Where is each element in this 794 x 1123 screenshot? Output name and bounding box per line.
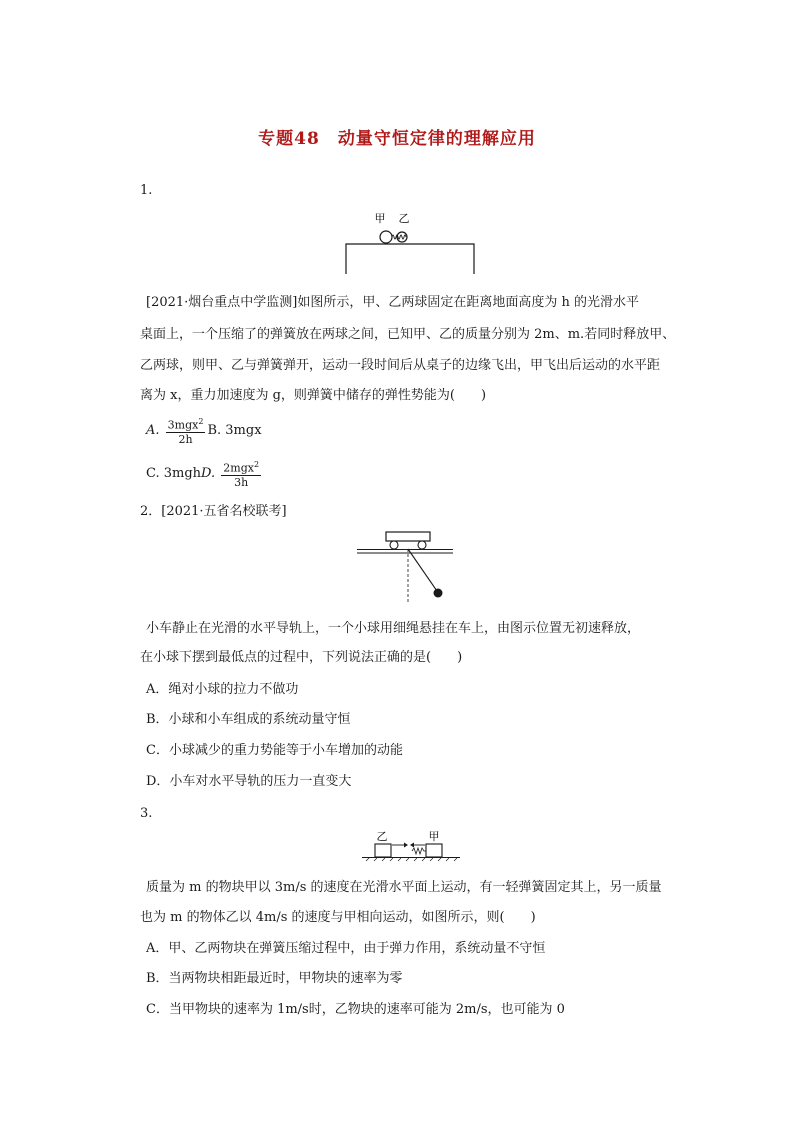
- q2-string: [408, 549, 437, 591]
- q1-options-cd: [146, 458, 263, 489]
- q3-block-yi: [375, 844, 391, 857]
- q2-wheel: [418, 541, 426, 549]
- q3-option: B．当两物块相距最近时，甲物块的速率为零: [146, 971, 403, 986]
- q2-wheel: [390, 541, 398, 549]
- q1-option-a-denominator: 2h: [178, 432, 193, 446]
- superscript: 2: [198, 417, 204, 426]
- q1-option-c: C. 3mgh: [146, 465, 202, 481]
- q2-option: A．绳对小球的拉力不做功: [146, 682, 299, 697]
- q1-ball-jia: [380, 231, 392, 243]
- q1-option-b: B. 3mgx: [207, 422, 262, 438]
- q1-options-ab: [146, 415, 262, 446]
- q3-block-jia: [426, 844, 442, 857]
- q3-spring: [412, 848, 426, 854]
- q1-option-a-numerator: 3mgx: [167, 418, 199, 432]
- q1-option-d-denominator: 3h: [234, 475, 249, 489]
- q2-header: 2．[2021·五省名校联考]: [140, 504, 287, 519]
- q3-arrow-jia-head: [410, 843, 414, 848]
- q1-option-d-numerator: 2mgx: [223, 461, 254, 475]
- q1-table: [346, 244, 474, 274]
- q1-option-d-fraction: [221, 458, 261, 489]
- q1-text-line: 桌面上，一个压缩了的弹簧放在两球之间，已知甲、乙的质量分别为 2m、m.若同时释放甲、: [140, 327, 676, 342]
- q3-option: A．甲、乙两物块在弹簧压缩过程中，由于弹力作用，系统动量不守恒: [146, 941, 546, 956]
- q1-label-jia: 甲: [374, 212, 386, 225]
- q3-label-yi: 乙: [376, 830, 388, 843]
- q3-option: C．当甲物块的速率为 1m/s时，乙物块的速率可能为 2m/s，也可能为 0: [146, 1002, 565, 1017]
- q2-option: D．小车对水平导轨的压力一直变大: [146, 774, 352, 789]
- q3-text-line: 也为 m 的物体乙以 4m/s 的速度与甲相向运动，如图所示，则( ): [140, 910, 536, 925]
- q3-ground-hatch: [366, 858, 457, 861]
- q3-arrow-yi-head: [404, 843, 408, 848]
- q2-option: C．小球减少的重力势能等于小车增加的动能: [146, 743, 403, 758]
- q2-text-line: 小车静止在光滑的水平导轨上，一个小球用细绳悬挂在车上，由图示位置无初速释放，: [146, 621, 641, 636]
- q3-number: 3.: [140, 806, 153, 821]
- q2-cart: [386, 532, 430, 541]
- q1-option-d-letter: D.: [201, 465, 216, 481]
- page-title: 专题48 动量守恒定律的理解应用: [258, 129, 536, 149]
- q2-figure: [357, 530, 457, 606]
- q1-label-yi: 乙: [398, 212, 410, 225]
- q2-ball: [434, 589, 443, 598]
- q2-text-line: 在小球下摆到最低点的过程中，下列说法正确的是( ): [140, 650, 463, 665]
- q1-number: 1.: [140, 183, 153, 198]
- q2-option: B．小球和小车组成的系统动量守恒: [146, 712, 351, 727]
- q1-figure: [340, 212, 480, 278]
- q1-option-a-letter: A.: [146, 422, 160, 438]
- q1-text-line: 离为 x，重力加速度为 g，则弹簧中储存的弹性势能为( ): [140, 388, 487, 403]
- q1-option-a-fraction: [166, 415, 206, 446]
- q1-text-line: [2021·烟台重点中学监测]如图所示，甲、乙两球固定在距离地面高度为 h 的光滑水平: [146, 295, 639, 310]
- superscript: 2: [253, 460, 260, 469]
- q3-text-line: 质量为 m 的物块甲以 3m/s 的速度在光滑水平面上运动，有一轻弹簧固定其上，另一质量: [146, 880, 662, 895]
- q3-figure: [362, 830, 462, 862]
- q3-label-jia: 甲: [428, 830, 440, 843]
- q1-text-line: 乙两球，则甲、乙与弹簧弹开，运动一段时间后从桌子的边缘飞出，甲飞出后运动的水平距: [140, 358, 661, 373]
